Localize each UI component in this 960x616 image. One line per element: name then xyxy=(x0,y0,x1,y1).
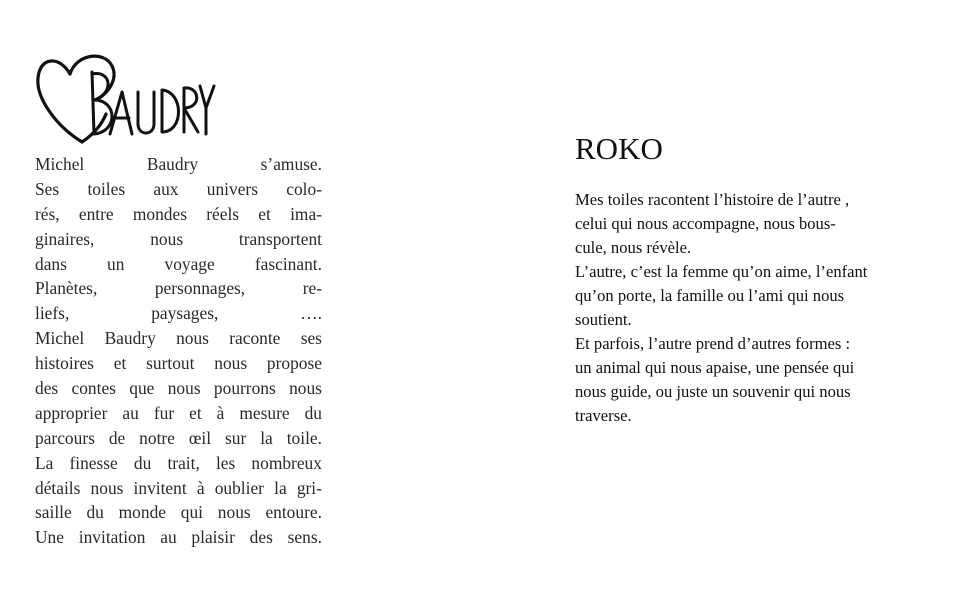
text-line: Michel Baudry s’amuse. xyxy=(35,154,322,174)
text-line: celui qui nous accompagne, nous bous- xyxy=(575,214,836,233)
text-line: rés, entre mondes réels et ima- xyxy=(35,203,322,224)
text-line: détails nous invitent à oublier la gri- xyxy=(35,477,322,498)
text-line: L’autre, c’est la femme qu’on aime, l’enfant xyxy=(575,262,868,281)
text-line: Mes toiles racontent l’histoire de l’autre , xyxy=(575,190,850,209)
text-line: cule, nous révèle. xyxy=(575,238,692,257)
text-line: Et parfois, l’autre prend d’autres formes : xyxy=(575,334,851,353)
text-line: dans un voyage fascinant. xyxy=(35,253,322,274)
text-line: histoires et surtout nous propose xyxy=(35,353,322,374)
text-line: des contes que nous pourrons nous xyxy=(35,378,322,399)
text-line: traverse. xyxy=(575,406,632,425)
text-line: ginaires, nous transportent xyxy=(35,228,322,249)
text-line: approprier au fur et à mesure du xyxy=(35,402,322,423)
text-line: qu’on porte, la famille ou l’ami qui nous xyxy=(575,286,845,305)
artist-description xyxy=(35,152,322,550)
heart-signature-icon xyxy=(34,42,216,152)
text-line: saille du monde qui nous entoure. xyxy=(35,502,322,523)
text-line: parcours de notre œil sur la toile. xyxy=(35,427,322,448)
roko-text xyxy=(575,188,935,428)
text-line: liefs, paysages, …. xyxy=(35,303,322,324)
text-line: un animal qui nous apaise, une pensée qui xyxy=(575,358,855,377)
text-line: Une invitation au plaisir des sens. xyxy=(35,527,322,548)
text-line: Planètes, personnages, re- xyxy=(35,278,322,299)
roko-section xyxy=(575,130,935,428)
text-line: soutient. xyxy=(575,310,632,329)
text-line: La finesse du trait, les nombreux xyxy=(35,452,322,473)
text-line: Michel Baudry nous raconte ses xyxy=(35,328,322,349)
text-line: Ses toiles aux univers colo- xyxy=(35,178,322,199)
section-title: ROKO xyxy=(575,131,663,166)
text-line: nous guide, ou juste un souvenir qui nous xyxy=(575,382,851,401)
baudry-logo xyxy=(34,42,216,152)
